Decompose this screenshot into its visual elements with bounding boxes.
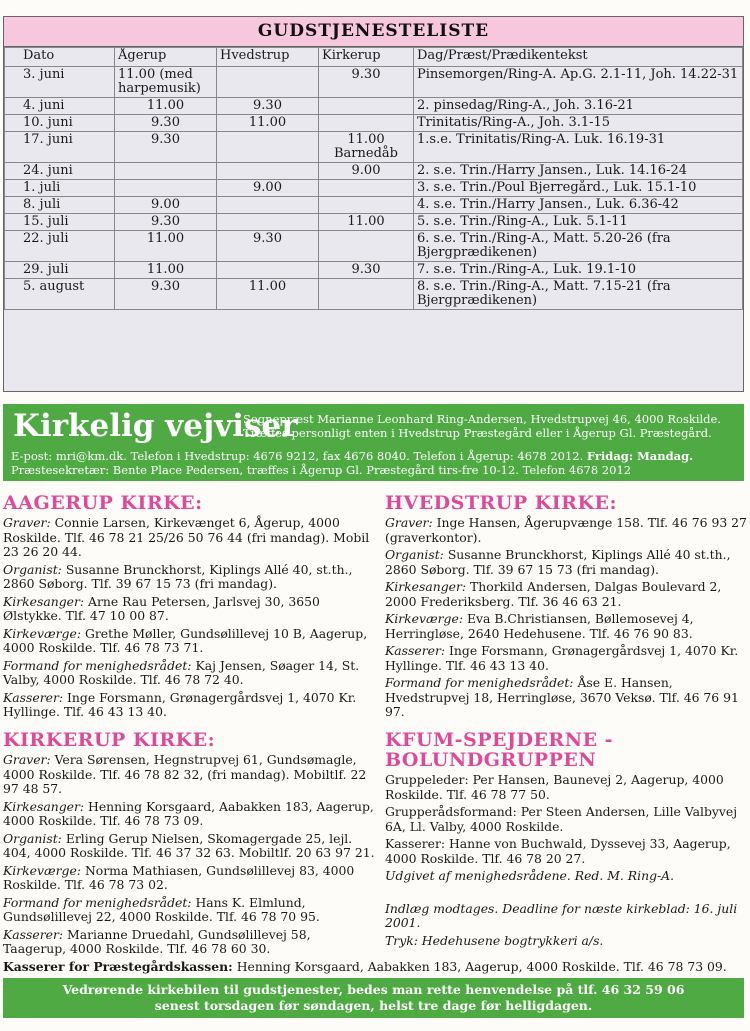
cell-agerup: 9.30 xyxy=(115,115,217,132)
contact-entry xyxy=(3,627,375,656)
cell-kirkerup xyxy=(319,197,414,214)
cell-day-priest-text: Trinitatis/Ring-A., Joh. 3.1-15 xyxy=(414,115,743,132)
kfum-title-2: BOLUNDGRUPPEN xyxy=(385,749,597,771)
kirkerup-kirke-section xyxy=(3,730,375,960)
contact-entry xyxy=(3,832,375,861)
cell-date: 24. juni xyxy=(5,163,115,180)
cell-hvedstrup xyxy=(217,214,319,231)
kfum-line: Kasserer: Hanne von Buchwald, Dyssevej 33, Aagerup, 4000 Roskilde. Tlf. 46 78 20 27. xyxy=(385,836,731,866)
cell-day-priest-text: 7. s.e. Trin./Ring-A., Luk. 19.1-10 xyxy=(414,262,743,279)
cell-date: 22. juli xyxy=(5,231,115,262)
cell-kirkerup xyxy=(319,279,414,310)
cell-day-priest-text: 5. s.e. Trin./Ring-A., Luk. 5.1-11 xyxy=(414,214,743,231)
schedule-row xyxy=(5,98,743,115)
schedule-body xyxy=(5,67,743,310)
cell-agerup xyxy=(115,180,217,197)
contact-entry xyxy=(3,896,375,925)
contact-day-off: Fridag: Mandag. xyxy=(586,449,694,463)
cell-kirkerup xyxy=(319,180,414,197)
cell-day-priest-text: 2. pinsedag/Ring-A., Joh. 3.16-21 xyxy=(414,98,743,115)
contact-role: Kirkesanger: xyxy=(385,579,467,594)
footer-line-1: Vedrørende kirkebilen til gudstjenester, bedes man rette henvendelse på tlf. 46 32 59 06 xyxy=(62,982,685,997)
kirkerup-title: KIRKERUP KIRKE: xyxy=(3,729,216,751)
priest-hours: Træffes personligt enten i Hvedstrup Præstegård eller i Ågerup Gl. Præstegård. xyxy=(243,426,712,440)
cell-agerup: 9.00 xyxy=(115,197,217,214)
footer-line-2: senest torsdagen før søndagen, helst tre dage før helligdagen. xyxy=(154,998,593,1013)
contact-details: Hans K. Elmlund, Gundsølillevej 22, 4000 Roskilde. Tlf. 46 78 70 95. xyxy=(3,894,320,924)
parsonage-treasurer-label: Kasserer for Præstegårdskassen: xyxy=(3,959,233,974)
contact-role: Formand for menighedsrådet: xyxy=(385,675,574,690)
cell-agerup: 11.00 xyxy=(115,98,217,115)
contact-entry xyxy=(385,516,747,545)
cell-day-priest-text: 3. s.e. Trin./Poul Bjerregård., Luk. 15.1-10 xyxy=(414,180,743,197)
contact-entry xyxy=(3,595,375,624)
contact-entry xyxy=(3,659,375,688)
parsonage-treasurer xyxy=(3,960,727,974)
cell-day-priest-text: 2. s.e. Trin./Harry Jansen., Luk. 14.16-24 xyxy=(414,163,743,180)
cell-hvedstrup xyxy=(217,262,319,279)
contact-details: Susanne Brunckhorst, Kiplings Allé 40 st.th., 2860 Søborg. Tlf. 39 67 15 73 (fri mandag). xyxy=(385,547,731,577)
contact-role: Kirkeværge: xyxy=(385,611,463,626)
vejviser-title: Kirkelig vejviser xyxy=(13,408,298,444)
cell-hvedstrup: 9.30 xyxy=(217,231,319,262)
priest-address: Sognepræst Marianne Leonhard Ring-Andersen, Hvedstrupvej 46, 4000 Roskilde. xyxy=(243,412,722,426)
schedule-row xyxy=(5,214,743,231)
cell-hvedstrup: 11.00 xyxy=(217,279,319,310)
kirkerup-entries xyxy=(3,753,375,957)
contact-entry xyxy=(3,800,375,829)
contact-details: Grethe Møller, Gundsølillevej 10 B, Aagerup, 4000 Roskilde. Tlf. 46 78 73 71. xyxy=(3,625,368,655)
contact-role: Kasserer: xyxy=(385,643,446,658)
contact-role: Organist: xyxy=(385,547,444,562)
cell-kirkerup: 11.00 xyxy=(319,214,414,231)
contact-entry xyxy=(3,753,375,797)
contact-role: Formand for menighedsrådet: xyxy=(3,657,192,673)
contact-role: Kirkeværge: xyxy=(3,862,81,878)
contact-details: Henning Korsgaard, Aabakken 183, Aagerup, 4000 Roskilde. Tlf. 46 78 73 09. xyxy=(3,798,374,828)
cell-day-priest-text: 4. s.e. Trin./Harry Jansen., Luk. 6.36-42 xyxy=(414,197,743,214)
service-schedule xyxy=(3,16,744,392)
contact-details: Åse E. Hansen, Hvedstrupvej 18, Herringløse, 3670 Veksø. Tlf. 46 76 91 97. xyxy=(385,675,739,719)
cell-agerup: 11.00 xyxy=(115,231,217,262)
kfum-title-1: KFUM-SPEJDERNE - xyxy=(385,729,614,751)
aagerup-kirke-section xyxy=(3,493,375,723)
contact-role: Kirkesanger: xyxy=(3,798,85,814)
contact-details: Kaj Jensen, Søager 14, St. Valby, 4000 Roskilde. Tlf. 46 78 72 40. xyxy=(3,657,360,687)
contact-entry xyxy=(3,563,375,592)
cell-day-priest-text: 1.s.e. Trinitatis/Ring-A. Luk. 16.19-31 xyxy=(414,132,743,163)
contact-details: Thorkild Andersen, Dalgas Boulevard 2, 2000 Frederiksberg. Tlf. 36 46 63 21. xyxy=(385,579,722,609)
header-kirkerup: Kirkerup xyxy=(319,48,414,67)
cell-agerup: 11.00 xyxy=(115,262,217,279)
cell-hvedstrup xyxy=(217,197,319,214)
contact-role: Kirkesanger: xyxy=(3,593,85,609)
contact-details: Norma Mathiasen, Gundsølillevej 83, 4000 Roskilde. Tlf. 46 78 73 02. xyxy=(3,862,355,892)
cell-date: 5. august xyxy=(5,279,115,310)
cell-kirkerup: 11.00 Barnedåb xyxy=(319,132,414,163)
contact-details: Inge Hansen, Ågerupvænge 158. Tlf. 46 76 93 27 (graverkontor). xyxy=(385,515,747,545)
cell-hvedstrup xyxy=(217,163,319,180)
schedule-row xyxy=(5,279,743,310)
contact-role: Organist: xyxy=(3,830,62,846)
vejviser-secretary: Præstesekretær: Bente Place Pedersen, træffes i Ågerup Gl. Præstegård tirs-fre 10-12. Telefon 4678 2012 xyxy=(11,463,632,477)
contact-role: Kasserer: xyxy=(3,689,64,705)
cell-day-priest-text: 8. s.e. Trin./Ring-A., Matt. 7.15-21 (fra Bjergprædikenen) xyxy=(414,279,743,310)
cell-hvedstrup xyxy=(217,132,319,163)
cell-hvedstrup xyxy=(217,67,319,98)
header-day-priest-text: Dag/Præst/Prædikentekst xyxy=(414,48,743,67)
cell-agerup: 9.30 xyxy=(115,279,217,310)
header-date: Dato xyxy=(5,48,115,67)
kfum-line: Gruppeleder: Per Hansen, Baunevej 2, Aagerup, 4000 Roskilde. Tlf. 46 78 77 50. xyxy=(385,772,724,802)
deadline-note: Indlæg modtages. Deadline for næste kirkeblad: 16. juli 2001. xyxy=(385,900,738,930)
contact-details: Eva B.Christiansen, Bøllemosevej 4, Herringløse, 2640 Hedehusene. Tlf. 46 76 90 83. xyxy=(385,611,694,641)
contact-details: Connie Larsen, Kirkevænget 6, Ågerup, 4000 Roskilde. Tlf. 46 78 21 25/26 50 76 44 (fri mandag). Mobil 23 26 20 44. xyxy=(3,515,370,559)
publisher-note: Udgivet af menighedsrådene. Red. M. Ring-A. xyxy=(385,868,675,883)
cell-date: 10. juni xyxy=(5,115,115,132)
contact-role: Formand for menighedsrådet: xyxy=(3,894,192,910)
contact-entry xyxy=(3,691,375,720)
cell-date: 1. juli xyxy=(5,180,115,197)
kfum-section xyxy=(385,730,747,951)
contact-email-phones: E-post: mri@km.dk. Telefon i Hvedstrup: 4676 9212, fax 4676 8040. Telefon i Ågerup: 4678 2012. xyxy=(11,449,584,463)
cell-kirkerup: 9.30 xyxy=(319,262,414,279)
contact-role: Kasserer: xyxy=(3,926,64,942)
contact-details: Vera Sørensen, Hegnstrupvej 61, Gundsømagle, 4000 Roskilde. Tlf. 46 78 82 32, (fri mandag). Mobiltlf. 22 97 48 57. xyxy=(3,752,367,796)
contact-entry xyxy=(385,612,747,641)
contact-entry xyxy=(385,644,747,673)
schedule-row xyxy=(5,132,743,163)
cell-date: 8. juli xyxy=(5,197,115,214)
cell-kirkerup: 9.30 xyxy=(319,67,414,98)
contact-details: Susanne Brunckhorst, Kiplings Allé 40, st.th., 2860 Søborg. Tlf. 39 67 15 73 (fri mandag). xyxy=(3,561,353,591)
cell-date: 4. juni xyxy=(5,98,115,115)
printer-note: Tryk: Hedehusene bogtrykkeri a/s. xyxy=(385,932,604,948)
contact-entry xyxy=(385,580,747,609)
aagerup-entries xyxy=(3,516,375,720)
cell-hvedstrup: 9.00 xyxy=(217,180,319,197)
schedule-table xyxy=(4,47,743,310)
header-hvedstrup: Hvedstrup xyxy=(217,48,319,67)
schedule-row xyxy=(5,180,743,197)
cell-kirkerup xyxy=(319,115,414,132)
parsonage-treasurer-text: Henning Korsgaard, Aabakken 183, Aagerup, 4000 Roskilde. Tlf. 46 78 73 09. xyxy=(236,959,727,974)
contact-details: Arne Rau Petersen, Jarlsvej 30, 3650 Ølstykke. Tlf. 47 10 00 87. xyxy=(3,593,320,623)
hvedstrup-title: HVEDSTRUP KIRKE: xyxy=(385,492,617,514)
contact-entry xyxy=(3,516,375,560)
aagerup-title: AAGERUP KIRKE: xyxy=(3,492,203,514)
vejviser-contact-line xyxy=(11,449,741,463)
contact-details: Marianne Druedahl, Gundsølillevej 58, Taagerup, 4000 Roskilde. Tlf. 46 78 60 30. xyxy=(3,926,311,956)
contact-details: Inge Forsmann, Grønagergårdsvej 1, 4070 Kr. Hyllinge. Tlf. 46 43 13 40. xyxy=(385,643,739,673)
hvedstrup-entries xyxy=(385,516,747,720)
contact-details: Inge Forsmann, Grønagergårdsvej 1, 4070 Kr. Hyllinge. Tlf. 46 43 13 40. xyxy=(3,689,357,719)
kfum-line: Grupperådsformand: Per Steen Andersen, Lille Valbyvej 6A, Ll. Valby, 4000 Roskilde. xyxy=(385,804,738,834)
cell-day-priest-text: Pinsemorgen/Ring-A. Ap.G. 2.1-11, Joh. 14.22-31 xyxy=(414,67,743,98)
cell-agerup xyxy=(115,163,217,180)
schedule-row xyxy=(5,115,743,132)
contact-role: Graver: xyxy=(3,752,51,767)
contact-role: Graver: xyxy=(3,515,51,530)
cell-date: 17. juni xyxy=(5,132,115,163)
schedule-row xyxy=(5,67,743,98)
church-car-footer xyxy=(3,978,744,1018)
schedule-row xyxy=(5,197,743,214)
cell-kirkerup xyxy=(319,98,414,115)
schedule-row xyxy=(5,163,743,180)
contact-role: Graver: xyxy=(385,515,433,530)
cell-day-priest-text: 6. s.e. Trin./Ring-A., Matt. 5.20-26 (fra Bjergprædikenen) xyxy=(414,231,743,262)
cell-date: 3. juni xyxy=(5,67,115,98)
cell-date: 29. juli xyxy=(5,262,115,279)
contact-entry xyxy=(385,676,747,720)
hvedstrup-kirke-section xyxy=(385,493,747,723)
contact-entry xyxy=(385,548,747,577)
vejviser-priest-info xyxy=(243,412,738,440)
schedule-title: GUDSTJENESTELISTE xyxy=(4,17,743,47)
cell-date: 15. juli xyxy=(5,214,115,231)
kirkelig-vejviser-banner xyxy=(3,404,744,481)
cell-kirkerup: 9.00 xyxy=(319,163,414,180)
cell-kirkerup xyxy=(319,231,414,262)
schedule-header-row xyxy=(5,48,743,67)
contact-details: Erling Gerup Nielsen, Skomagergade 25, lejl. 404, 4000 Roskilde. Tlf. 46 37 32 63. Mobiltlf. 20 63 97 21. xyxy=(3,830,375,860)
contact-role: Organist: xyxy=(3,561,62,577)
contact-entry xyxy=(3,864,375,893)
cell-agerup: 9.30 xyxy=(115,132,217,163)
schedule-row xyxy=(5,262,743,279)
header-agerup: Ågerup xyxy=(115,48,217,67)
cell-agerup: 11.00 (med harpemusik) xyxy=(115,67,217,98)
schedule-row xyxy=(5,231,743,262)
contact-entry xyxy=(3,928,375,957)
cell-hvedstrup: 9.30 xyxy=(217,98,319,115)
cell-agerup: 9.30 xyxy=(115,214,217,231)
cell-hvedstrup: 11.00 xyxy=(217,115,319,132)
contact-role: Kirkeværge: xyxy=(3,625,81,641)
